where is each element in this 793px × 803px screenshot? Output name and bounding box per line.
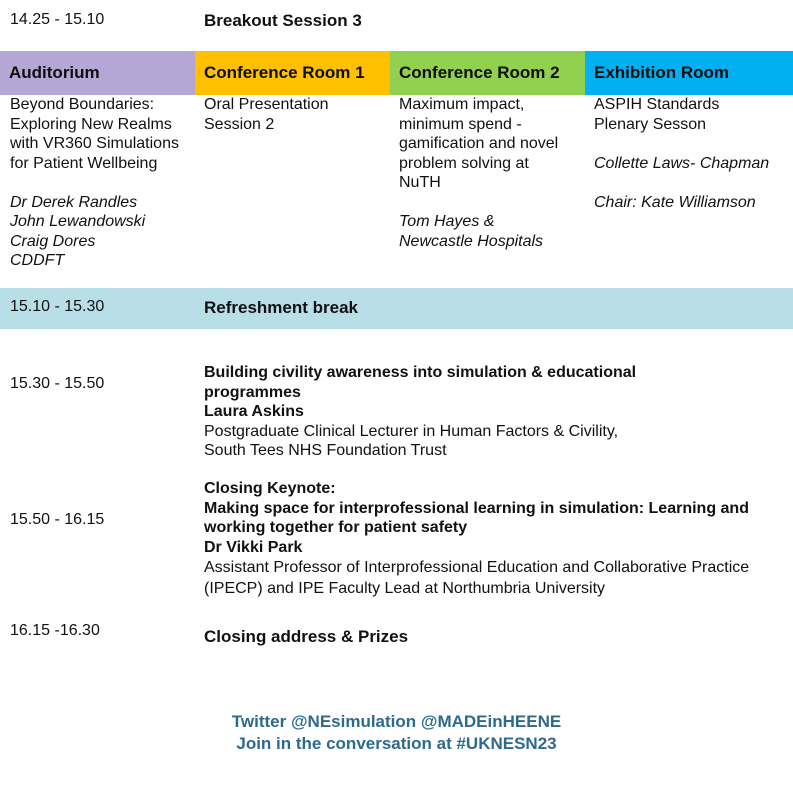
session-title-line: Exploring New Realms [10,115,172,133]
conference-room-1-session [204,95,329,134]
footer-hashtag: Join in the conversation at #UKNESN23 [236,734,557,753]
session-title-line: Oral Presentation [204,96,329,113]
refreshment-time: 15.10 - 15.30 [10,298,105,315]
speaker-name: Dr Vikki Park [204,538,303,556]
session-title-line: minimum spend - [399,115,522,133]
session-title-line: gamification and novel [399,135,559,152]
session-title-line: for Patient Wellbeing [10,154,158,172]
session-title-line: NuTH [399,174,441,191]
presenter-name: Tom Hayes & [399,213,495,230]
presenter-name: Dr Derek Randles [10,193,138,211]
closing-time: 16.15 -16.30 [10,622,100,639]
presenter-org: Newcastle Hospitals [399,232,544,250]
room-header-conference-2: Conference Room 2 [390,51,585,95]
breakout-time: 14.25 - 15.10 [10,11,105,28]
refreshment-title: Refreshment break [204,298,359,317]
session-title-line: Beyond Boundaries: [10,96,155,113]
speaker-name: Laura Askins [204,403,304,420]
speaker-role: South Tees NHS Foundation Trust [204,442,447,459]
presenter-org: CDDFT [10,252,65,269]
keynote-time: 15.50 - 16.15 [10,511,105,528]
room-header-auditorium: Auditorium [0,51,195,95]
room-header-exhibition: Exhibition Room [585,51,793,95]
session-title-line: Making space for interprofessional learning in simulation: Learning and [204,499,749,517]
civility-time: 15.30 - 15.50 [10,375,105,392]
civility-session [204,363,636,461]
auditorium-session [10,95,179,271]
session-title-line: Plenary Sesson [594,115,707,133]
speaker-role: (IPECP) and IPE Faculty Lead at Northumbria University [204,580,606,597]
presenter-name: John Lewandowski [10,213,146,230]
session-title-line: Maximum impact, [399,96,525,113]
presenter-name: Collette Laws- Chapman [594,154,770,172]
room-header-conference-1: Conference Room 1 [195,51,390,95]
session-title-line: Building civility awareness into simulation & educational [204,364,637,381]
chair-name: Chair: Kate Williamson [594,193,756,211]
session-title-line: programmes [204,383,301,401]
presenter-name: Craig Dores [10,232,96,250]
session-title-line: problem solving at [399,154,529,172]
exhibition-room-session [594,95,769,212]
session-title-line: with VR360 Simulations [10,135,179,152]
session-title-line: Session 2 [204,115,275,133]
closing-title: Closing address & Prizes [204,627,409,646]
speaker-role: Postgraduate Clinical Lecturer in Human Factors & Civility, [204,422,619,440]
session-title-line: working together for patient safety [204,519,468,536]
conference-room-2-session [399,95,558,251]
speaker-role: Assistant Professor of Interprofessional Education and Collaborative Practice [204,559,750,576]
refreshment-break-band [0,288,793,329]
keynote-session [204,479,749,599]
keynote-label: Closing Keynote: [204,480,336,497]
footer-twitter: Twitter @NEsimulation @MADEinHEENE [231,712,562,731]
breakout-title: Breakout Session 3 [204,11,362,30]
session-title-line: ASPIH Standards [594,96,720,113]
